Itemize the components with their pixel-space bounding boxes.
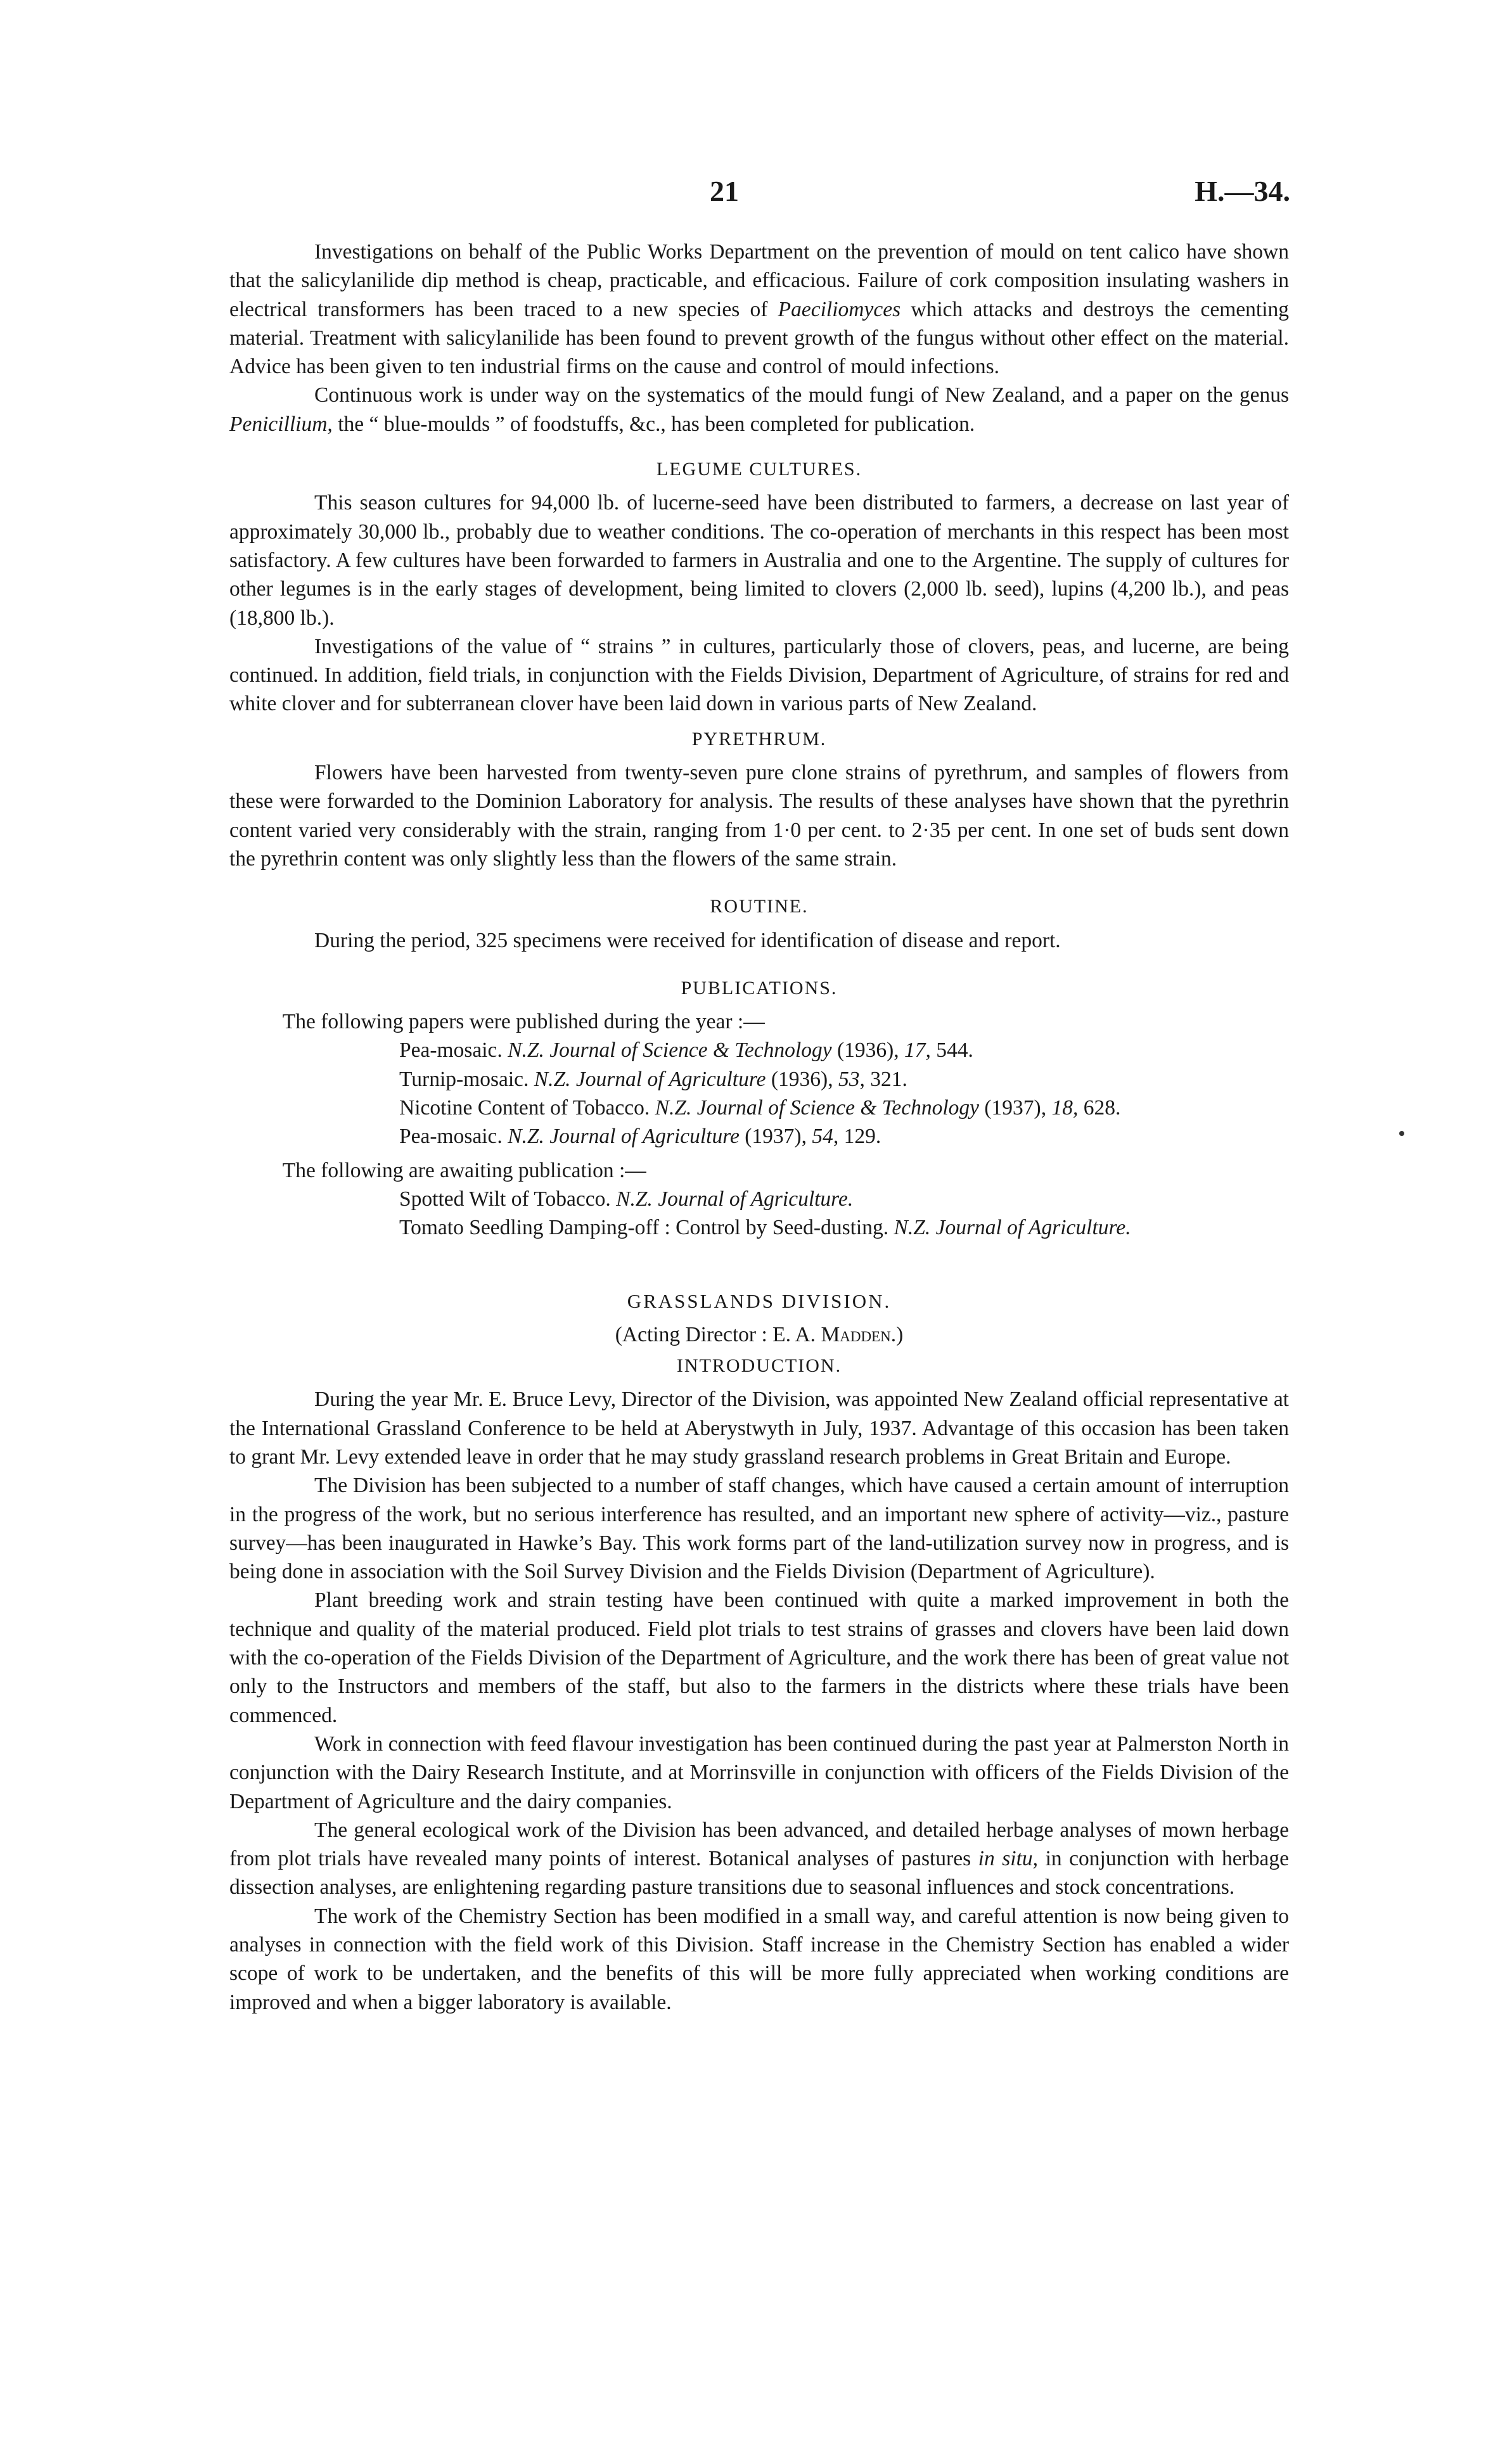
genus-name: Penicillium, bbox=[229, 412, 333, 436]
published-list bbox=[229, 1036, 1289, 1151]
routine-paragraph: During the period, 325 specimens were received for identification of disease and report. bbox=[314, 928, 1061, 952]
published-item: Pea-mosaic. N.Z. Journal of Agriculture (1937), 54, 129. bbox=[399, 1125, 881, 1149]
grasslands-paragraph-4: Work in connection with feed flavour investigation has been continued during the past year at Palmerston North in conjunction with the Dairy Research Institute, and at Morrinsville in conjunction with officers of the Fields Division of the Department of Agriculture and the dairy companies. bbox=[229, 1732, 1289, 1813]
grasslands-paragraph-2: The Division has been subjected to a number of staff changes, which have caused a certain amount of interruption in the progress of the work, but no serious interference has resulted, and an important new sphere of activity—viz., pasture survey—has been inaugurated in Hawke’s Bay. This work forms part of the land-utilization survey now in progress, and is being done in association with the Soil Survey Division and the Fields Division (Department of Agriculture). bbox=[229, 1474, 1289, 1584]
genus-name: Paeciliomyces bbox=[778, 297, 901, 321]
published-item: Nicotine Content of Tobacco. N.Z. Journal of Science & Technology (1937), 18, 628. bbox=[399, 1096, 1121, 1120]
published-item: Turnip-mosaic. N.Z. Journal of Agriculture (1936), 53, 321. bbox=[399, 1067, 907, 1091]
published-item: Pea-mosaic. N.Z. Journal of Science & Technology (1936), 17, 544. bbox=[399, 1038, 973, 1063]
page-body bbox=[229, 238, 1289, 2017]
awaiting-item: Spotted Wilt of Tobacco. N.Z. Journal of Agriculture. bbox=[399, 1187, 854, 1211]
awaiting-item: Tomato Seedling Damping-off : Control by Seed-dusting. N.Z. Journal of Agriculture. bbox=[399, 1216, 1131, 1240]
legume-paragraph-1: This season cultures for 94,000 lb. of lucerne-seed have been distributed to farmers, a decrease on last year of approximately 30,000 lb., probably due to weather conditions. The co-operation of merchants in this respect has been most satisfactory. A few cultures have been forwarded to farmers in Australia and one to the Argentine. The supply of cultures for other legumes is in the early stages of development, being limited to clovers (2,000 lb. seed), lupins (4,200 lb.), and peas (18,800 lb.). bbox=[229, 491, 1289, 630]
page-header bbox=[0, 174, 1493, 219]
pyrethrum-paragraph: Flowers have been harvested from twenty-seven pure clone strains of pyrethrum, and samples of flowers from these were forwarded to the Dominion Laboratory for analysis. The results of these analyses have shown that the pyrethrin content varied very considerably with the strain, ranging from 1·0 per cent. to 2·35 per cent. In one set of buds sent down the pyrethrin content was only slightly less than the flowers of the same strain. bbox=[229, 761, 1289, 871]
grasslands-paragraph-3: Plant breeding work and strain testing have been continued with quite a marked improvement in both the technique and quality of the material produced. Field plot trials to test strains of grasses and clovers have been laid down with the co-operation of the Fields Division of the Department of Agriculture, and the work there has been of great value not only to the Instructors and members of the staff, but also to the farmers in the districts where these trials have been commenced. bbox=[229, 1588, 1289, 1727]
legume-paragraph-2: Investigations of the value of “ strains ” in cultures, particularly those of clovers, peas, and lucerne, are being continued. In addition, field trials, in conjunction with the Fields Division, Department of Agriculture, of strains for red and white clover and for subterranean clover have been laid down in various parts of New Zealand. bbox=[229, 634, 1289, 716]
introduction-heading: INTRODUCTION. bbox=[676, 1355, 842, 1377]
acting-director: (Acting Director : E. A. Madden.) bbox=[615, 1322, 904, 1346]
scan-speck bbox=[1399, 1131, 1404, 1136]
document-reference: H.—34. bbox=[1195, 175, 1290, 207]
pyrethrum-heading: PYRETHRUM. bbox=[691, 728, 827, 750]
grasslands-paragraph-5: The general ecological work of the Division has been advanced, and detailed herbage analyses of mown herbage from plot trials have revealed many points of interest. Botanical analyses of pastures in situ, in conjunction with herbage dissection analyses, are enlightening regarding pasture transitions due to seasonal influences and stock concentrations. bbox=[229, 1818, 1289, 1899]
page-number: 21 bbox=[710, 175, 739, 207]
grasslands-paragraph-1: During the year Mr. E. Bruce Levy, Director of the Division, was appointed New Zealand official representative at the International Grassland Conference to be held at Aberystwyth in July, 1937. Advantage of this occasion has been taken to grant Mr. Levy extended leave in order that he may study grassland research problems in Great Britain and Europe. bbox=[229, 1388, 1289, 1469]
mould-paragraph-1: Investigations on behalf of the Public Works Department on the prevention of mould on tent calico have shown that the salicylanilide dip method is cheap, practicable, and efficacious. Failure of cork composition insulating washers in electrical transformers has been traced to a new species of Paeciliomyces which attacks and destroys the cementing material. Treatment with salicylanilide has been found to prevent growth of the fungus without other effect on the material. Advice has been given to ten industrial firms on the cause and control of mould infections. bbox=[229, 240, 1289, 379]
legume-heading: LEGUME CULTURES. bbox=[656, 459, 862, 480]
awaiting-list bbox=[229, 1185, 1289, 1242]
grasslands-paragraph-6: The work of the Chemistry Section has been modified in a small way, and careful attention is now being given to analyses in connection with the field work of this Division. Staff increase in the Chemistry Section has enabled a wider scope of work to be undertaken, and the benefits of this will be more fully appreciated when working conditions are improved and when a bigger laboratory is available. bbox=[229, 1904, 1289, 2014]
awaiting-intro: The following are awaiting publication :— bbox=[282, 1158, 646, 1182]
published-intro: The following papers were published during the year :— bbox=[282, 1010, 765, 1034]
mould-paragraph-2: Continuous work is under way on the systematics of the mould fungi of New Zealand, and a paper on the genus Penicillium, the “ blue-moulds ” of foodstuffs, &c., has been completed for publication. bbox=[229, 383, 1289, 436]
grasslands-heading: GRASSLANDS DIVISION. bbox=[627, 1289, 892, 1312]
routine-heading: ROUTINE. bbox=[710, 896, 809, 917]
publications-heading: PUBLICATIONS. bbox=[681, 977, 838, 999]
